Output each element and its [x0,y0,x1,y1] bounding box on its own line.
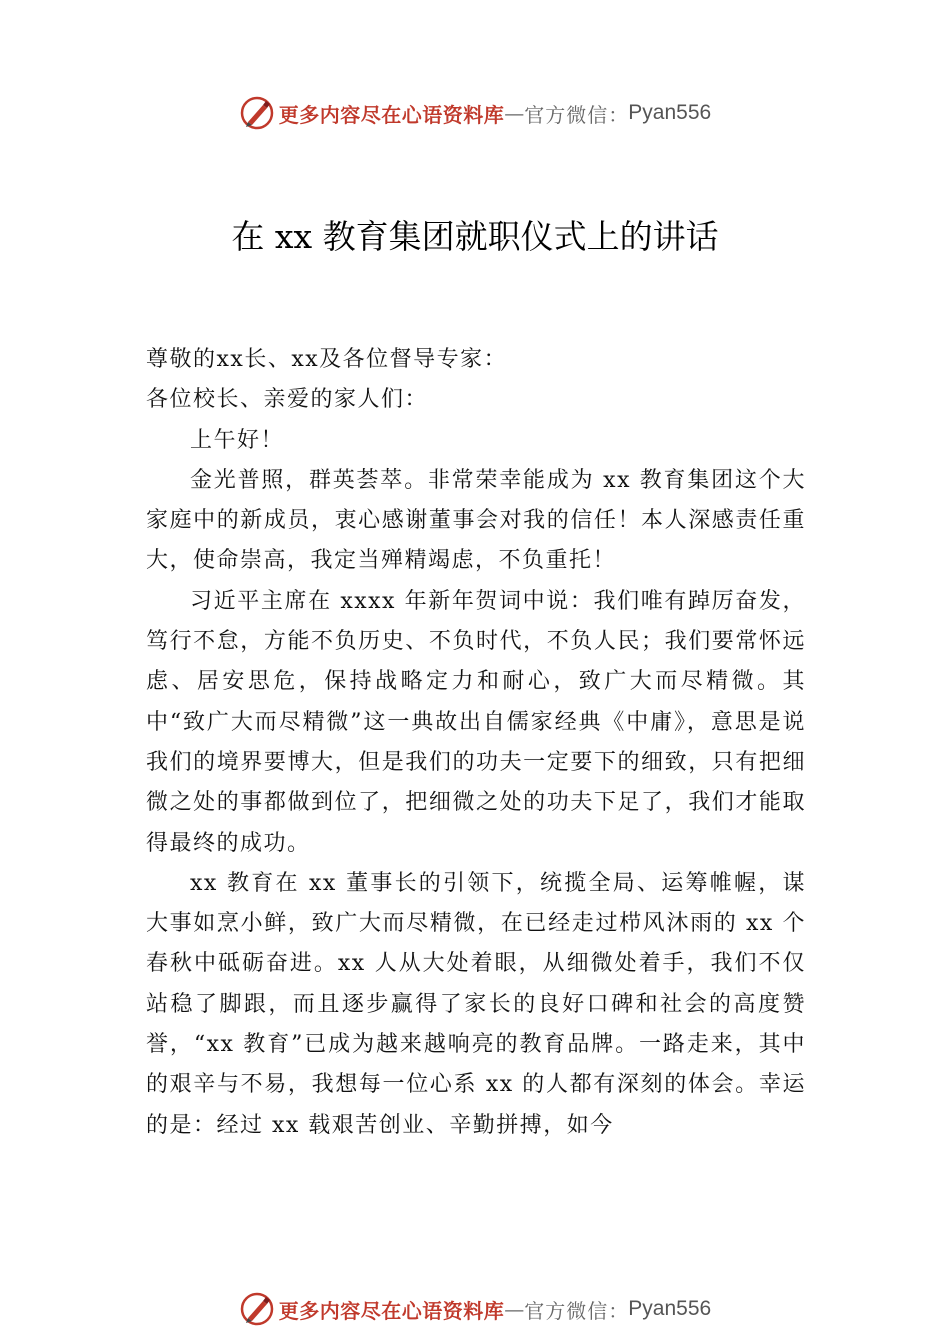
banner-dash: — [504,101,525,125]
pen-logo-icon [239,95,275,131]
banner-main-text: 更多内容尽在心语资料库 [278,102,505,127]
salutation-line: 尊敬的xx长、xx及各位督导专家： [146,347,508,372]
banner-wechat-label: 官方微信 [524,102,609,127]
body-paragraph: xx 教育在 xx 董事长的引领下，统揽全局、运筹帷幄，谋大事如烹小鲜，致广大而尽精微，在已经走过栉风沐雨的 xx 个春秋中砥砺奋进。xx 人从大处着眼，从细微处着手，我们不仅站稳了脚跟，而且逐步赢得了家长的良好口碑和社会的高度赞誉，“xx 教育”已成为越来越响亮的教育品牌。一路走来，其中的艰辛与不易，我想每一位心系 xx 的人都有深刻的体会。幸运的是：经过 xx 载艰苦创业、辛勤拼搏，如今 [146,870,806,1138]
banner-colon: ： [608,102,629,127]
header-banner [0,93,950,133]
banner-wechat-id: Pyan556 [628,101,712,124]
document-title: 在 xx 教育集团就职仪式上的讲话 [231,217,719,257]
salutation-line: 各位校长、亲爱的家人们： [146,387,429,413]
body-paragraph: 习近平主席在 xxxx 年新年贺词中说：我们唯有踔厉奋发，笃行不怠，方能不负历史、不负时代，不负人民；我们要常怀远虑、居安思危，保持战略定力和耐心，致广大而尽精微。其中“致广大而尽精微”这一典故出自儒家经典《中庸》，意思是说我们的境界要博大，但是我们的功夫一定要下的细致，只有把细微之处的事都做到位了，把细微之处的功夫下足了，我们才能取得最终的成功。 [146,588,806,856]
document-body [146,340,806,1146]
banner-wechat-id: Pyan556 [628,1297,712,1320]
body-paragraph: 上午好！ [190,427,285,453]
footer-banner [0,1289,950,1329]
banner-main-text: 更多内容尽在心语资料库 [278,1298,505,1323]
banner-wechat-label: 官方微信 [524,1298,609,1323]
banner-dash: — [504,1297,525,1321]
banner-colon: ： [608,1298,629,1323]
pen-logo-icon [239,1291,275,1327]
body-paragraph: 金光普照，群英荟萃。非常荣幸能成为 xx 教育集团这个大家庭中的新成员，衷心感谢董事会对我的信任！本人深感责任重大，使命崇高，我定当殚精竭虑，不负重托！ [146,467,806,574]
